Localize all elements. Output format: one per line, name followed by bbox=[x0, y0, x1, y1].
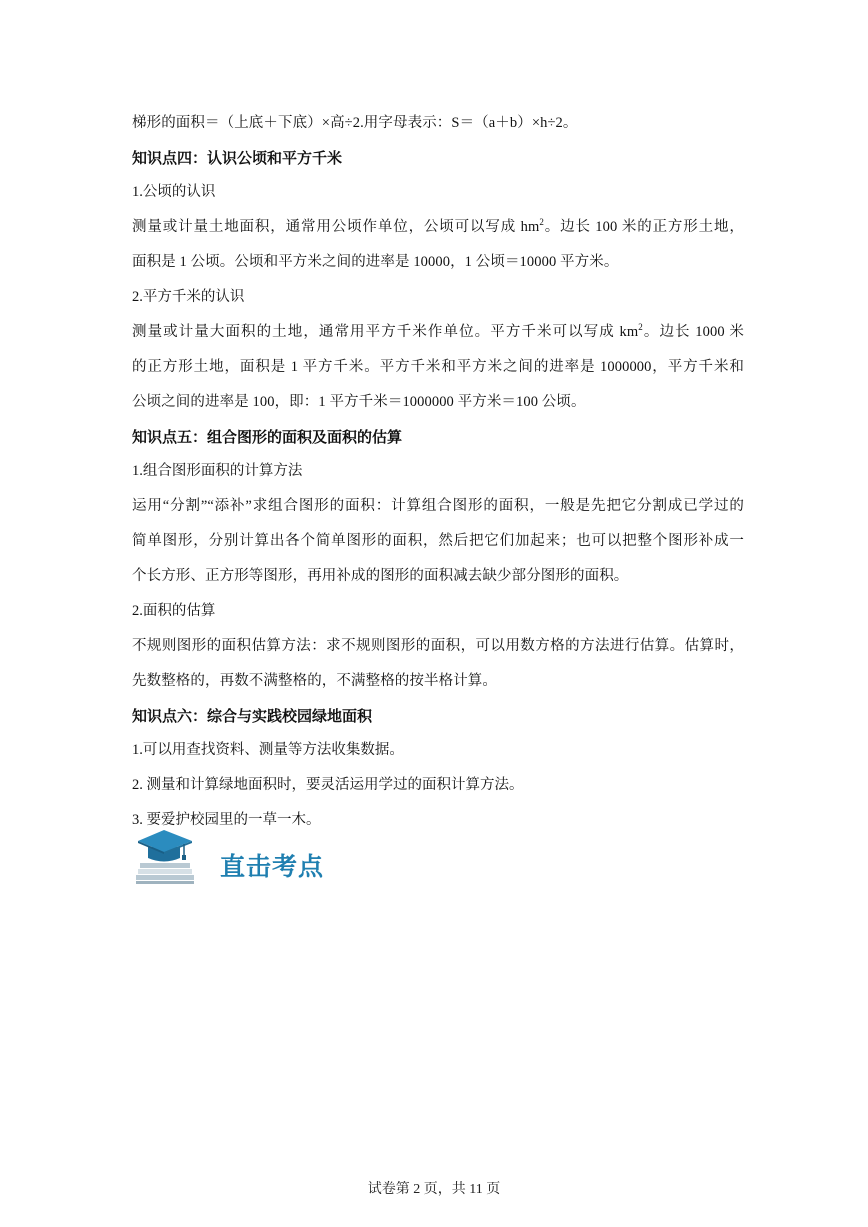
paragraph-line: 的正方形土地，面积是 1 平方千米。平方千米和平方米之间的进率是 1000000，平方千米和 bbox=[132, 359, 744, 375]
key-points-banner bbox=[134, 825, 354, 887]
paragraph-line: 运用“分割”“添补”求组合图形的面积：计算组合图形的面积，一般是先把它分割成已学过的 bbox=[132, 498, 744, 514]
superscript: 2 bbox=[638, 322, 643, 333]
paragraph-line bbox=[132, 315, 744, 350]
section-4-paragraph-2 bbox=[132, 315, 744, 420]
section-5-subheading-1: 1.组合图形面积的计算方法 bbox=[132, 463, 303, 479]
superscript: 2 bbox=[539, 217, 544, 228]
section-4-heading: 知识点四：认识公顷和平方千米 bbox=[132, 149, 343, 167]
paragraph-line: 简单图形，分别计算出各个简单图形的面积，然后把它们加起来；也可以把整个图形补成一 bbox=[132, 533, 744, 549]
section-5-subheading-2: 2.面积的估算 bbox=[132, 603, 216, 619]
banner-title: 直击考点 bbox=[220, 852, 325, 881]
text-run: 测量或计量大面积的土地，通常用平方千米作单位。平方千米可以写成 km bbox=[132, 324, 639, 340]
section-5-paragraph-2 bbox=[132, 629, 744, 699]
paragraph-line: 个长方形、正方形等图形，再用补成的图形的面积减去缺少部分图形的面积。 bbox=[132, 568, 629, 584]
paragraph-line bbox=[132, 210, 744, 245]
text-run: 。边长 100 米的正方形土地， bbox=[543, 219, 744, 235]
section-4-paragraph-1 bbox=[132, 210, 744, 280]
section-5-paragraph-1 bbox=[132, 489, 744, 594]
section-4-subheading-1: 1.公顷的认识 bbox=[132, 184, 216, 200]
text-run: 。边长 1000 米 bbox=[642, 324, 744, 340]
graduation-cap-books-icon bbox=[134, 825, 218, 887]
paragraph-line: 公顷之间的进率是 100，即：1 平方千米＝1000000 平方米＝100 公顷。 bbox=[132, 394, 586, 410]
section-6-item-1: 1.可以用查找资料、测量等方法收集数据。 bbox=[132, 742, 404, 758]
paragraph-line: 面积是 1 公顷。公顷和平方米之间的进率是 10000，1 公顷＝10000 平方米。 bbox=[132, 254, 619, 270]
paragraph-line: 先数整格的，再数不满整格的，不满整格的按半格计算。 bbox=[132, 673, 497, 689]
page-footer: 试卷第 2 页，共 11 页 bbox=[367, 1182, 501, 1197]
section-6-item-2: 2. 测量和计算绿地面积时，要灵活运用学过的面积计算方法。 bbox=[132, 777, 524, 793]
section-6-heading: 知识点六：综合与实践校园绿地面积 bbox=[132, 707, 373, 725]
paragraph-line: 不规则图形的面积估算方法：求不规则图形的面积，可以用数方格的方法进行估算。估算时， bbox=[132, 638, 744, 654]
section-5-heading: 知识点五：组合图形的面积及面积的估算 bbox=[132, 428, 403, 446]
trapezoid-formula-line: 梯形的面积＝（上底＋下底）×高÷2.用字母表示：S＝（a＋b）×h÷2。 bbox=[132, 115, 578, 131]
section-4-subheading-2: 2.平方千米的认识 bbox=[132, 289, 245, 305]
page-content bbox=[132, 106, 744, 838]
text-run: 测量或计量土地面积，通常用公顷作单位，公顷可以写成 hm bbox=[132, 219, 540, 235]
section-6-item-3: 3. 要爱护校园里的一草一木。 bbox=[132, 812, 321, 828]
